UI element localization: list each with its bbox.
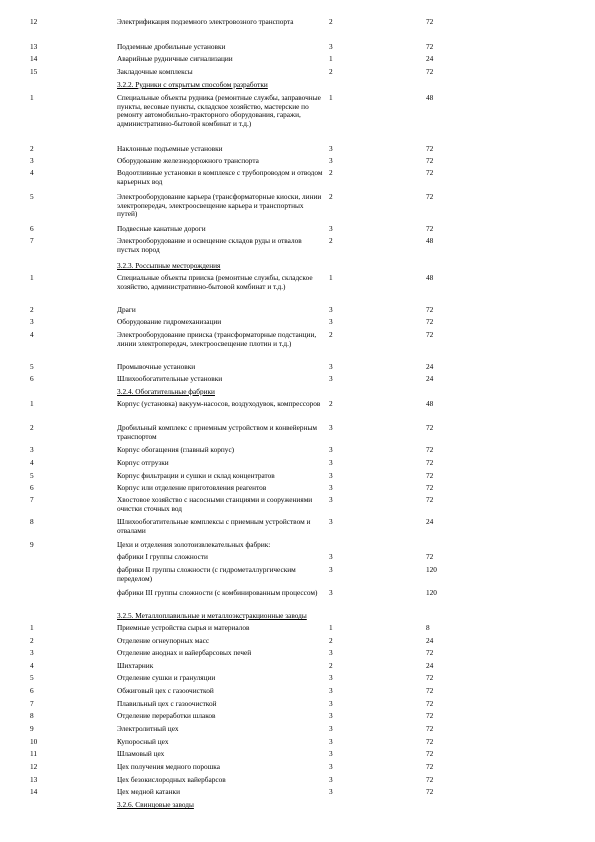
row-title: Отделение сушки и грануляции	[117, 673, 216, 682]
row-number: 9	[30, 540, 34, 549]
row-category: 3	[329, 686, 333, 695]
row-number: 4	[30, 661, 34, 670]
row-number: 6	[30, 224, 34, 233]
row-title: Электрификация подземного электровозного транспорта	[117, 17, 294, 26]
row-value: 72	[426, 495, 434, 504]
row-number: 4	[30, 168, 34, 177]
row-category: 3	[329, 445, 333, 454]
row-value: 72	[426, 749, 434, 758]
row-title: Отделение огнеупорных масс	[117, 636, 210, 645]
row-category: 3	[329, 458, 333, 467]
row-number: 12	[30, 762, 38, 771]
row-value: 48	[426, 399, 434, 408]
row-number: 6	[30, 686, 34, 695]
row-number: 8	[30, 711, 34, 720]
row-title: Аварийные рудничные сигнализации	[117, 54, 233, 63]
row-value: 72	[426, 483, 434, 492]
section-heading-text: 3.2.6. Свинцовые заводы	[117, 800, 194, 809]
row-title: Корпус (установка) вакуум-насосов, воздуходувок, компрессоров	[117, 399, 321, 408]
row-title: Корпус отгрузки	[117, 458, 169, 467]
row-value: 48	[426, 93, 434, 102]
row-value: 72	[426, 330, 434, 339]
row-title: Отделение аноднах и вайербарсовых печей	[117, 648, 252, 657]
row-number: 1	[30, 93, 34, 102]
row-category: 3	[329, 673, 333, 682]
row-value: 24	[426, 636, 434, 645]
section-heading	[117, 801, 194, 810]
row-value: 72	[426, 224, 434, 233]
row-value: 72	[426, 762, 434, 771]
row-value: 72	[426, 423, 434, 432]
row-title: Оборудование гидромеханизации	[117, 317, 222, 326]
row-number: 11	[30, 749, 38, 758]
row-number: 15	[30, 67, 38, 76]
row-value: 24	[426, 54, 434, 63]
row-title: Промывочные установки	[117, 362, 196, 371]
row-number: 2	[30, 144, 34, 153]
row-title: Электролитный цех	[117, 724, 179, 733]
row-number: 4	[30, 330, 34, 339]
row-value: 24	[426, 362, 434, 371]
row-value: 72	[426, 471, 434, 480]
row-category: 3	[329, 749, 333, 758]
section-heading-text: 3.2.5. Металлоплавильные и металлоэкстракционные заводы	[117, 611, 307, 620]
row-title: Специальные объекты рудника (ремонтные службы, заправочные пункты, весовые пункты, складское хозяйство, мастерские по ремонту автомобильно-тракторного оборудования, гаражи, административно-бытовой комбинат и т.д.)	[117, 93, 321, 128]
row-category: 3	[329, 588, 333, 597]
row-number: 12	[30, 17, 38, 26]
row-value: 48	[426, 273, 434, 282]
row-number: 3	[30, 317, 34, 326]
section-heading-text: 3.2.2. Рудники с открытым способом разработки	[117, 80, 268, 89]
row-category: 2	[329, 168, 333, 177]
row-number: 1	[30, 623, 34, 632]
row-title: Купоросный цех	[117, 737, 169, 746]
row-number: 6	[30, 483, 34, 492]
row-number: 4	[30, 458, 34, 467]
row-title: Цех получения медного порошка	[117, 762, 220, 771]
row-value: 120	[426, 588, 437, 597]
row-title: Корпус или отделение приготовления реагентов	[117, 483, 267, 492]
row-category: 2	[329, 236, 333, 245]
row-category: 3	[329, 737, 333, 746]
row-category: 2	[329, 67, 333, 76]
row-category: 3	[329, 317, 333, 326]
row-category: 3	[329, 517, 333, 526]
row-category: 2	[329, 636, 333, 645]
row-title: Драги	[117, 305, 136, 314]
row-number: 2	[30, 636, 34, 645]
row-category: 2	[329, 330, 333, 339]
row-value: 72	[426, 445, 434, 454]
row-number: 13	[30, 775, 38, 784]
row-value: 72	[426, 724, 434, 733]
row-value: 8	[426, 623, 430, 632]
row-category: 2	[329, 17, 333, 26]
row-category: 3	[329, 42, 333, 51]
row-value: 48	[426, 236, 434, 245]
section-heading	[117, 612, 307, 621]
row-number: 3	[30, 156, 34, 165]
section-heading	[117, 388, 215, 397]
row-value: 72	[426, 42, 434, 51]
row-number: 5	[30, 673, 34, 682]
row-title: Приемные устройства сырья и материалов	[117, 623, 250, 632]
row-title: Отделение переработки шлаков	[117, 711, 216, 720]
row-value: 72	[426, 711, 434, 720]
section-heading-text: 3.2.4. Обогатительные фабрики	[117, 387, 215, 396]
row-value: 72	[426, 317, 434, 326]
row-value: 72	[426, 458, 434, 467]
row-number: 7	[30, 236, 34, 245]
row-title: Шихтарник	[117, 661, 154, 670]
row-title: Водоотливные установки в комплексе с трубопроводом и отводом карьерных вод	[117, 168, 323, 186]
row-number: 14	[30, 787, 38, 796]
row-title: Наклонные подъемные установки	[117, 144, 223, 153]
row-title: Дробильный комплекс с приемным устройством и конвейерным транспортом	[117, 423, 317, 441]
row-value: 24	[426, 374, 434, 383]
row-title: Цех медной катанки	[117, 787, 180, 796]
row-title: Шлихообогатительные установки	[117, 374, 223, 383]
row-number: 5	[30, 471, 34, 480]
row-number: 13	[30, 42, 38, 51]
row-category: 3	[329, 699, 333, 708]
row-number: 3	[30, 648, 34, 657]
row-category: 2	[329, 192, 333, 201]
row-title: Корпус обогащения (главный корпус)	[117, 445, 235, 454]
row-title: фабрики III группы сложности (с комбинированным процессом)	[117, 588, 318, 597]
row-value: 72	[426, 699, 434, 708]
row-title: Электрооборудование карьера (трансформаторные киоски, линии электропередач, электроосвещение карьера и транспортных путей)	[117, 192, 322, 219]
row-category: 3	[329, 483, 333, 492]
row-title: Закладочные комплексы	[117, 67, 193, 76]
row-value: 72	[426, 737, 434, 746]
row-category: 3	[329, 495, 333, 504]
row-value: 72	[426, 144, 434, 153]
row-category: 3	[329, 724, 333, 733]
row-value: 24	[426, 661, 434, 670]
row-title: Подвесные канатные дороги	[117, 224, 206, 233]
row-title: Корпус фильтрации и сушки и склад концентратов	[117, 471, 275, 480]
row-category: 3	[329, 305, 333, 314]
row-number: 1	[30, 399, 34, 408]
row-number: 7	[30, 699, 34, 708]
row-value: 72	[426, 168, 434, 177]
row-value: 72	[426, 305, 434, 314]
row-number: 3	[30, 445, 34, 454]
row-title: фабрики I группы сложности	[117, 552, 208, 561]
row-category: 1	[329, 623, 333, 632]
row-category: 3	[329, 711, 333, 720]
row-value: 120	[426, 565, 437, 574]
row-number: 6	[30, 374, 34, 383]
row-title: Специальные объекты прииска (ремонтные службы, складское хозяйство, административно-бытовой комбинат и т.д.)	[117, 273, 313, 291]
row-number: 5	[30, 362, 34, 371]
row-title: Электрооборудование и освещение складов руды и отвалов пустых пород	[117, 236, 302, 254]
row-title: Плавильный цех с газоочисткой	[117, 699, 217, 708]
row-value: 72	[426, 673, 434, 682]
row-category: 1	[329, 273, 333, 282]
row-category: 3	[329, 648, 333, 657]
row-title: Обжиговый цех с газоочисткой	[117, 686, 214, 695]
row-title: Шламовый цех	[117, 749, 165, 758]
row-number: 5	[30, 192, 34, 201]
row-category: 3	[329, 471, 333, 480]
row-category: 3	[329, 423, 333, 432]
row-value: 72	[426, 156, 434, 165]
row-value: 72	[426, 17, 434, 26]
row-title: Цех безокислородных вайербарсов	[117, 775, 226, 784]
row-title: Шлихообогатительные комплексы с приемным устройством и отвалами	[117, 517, 311, 535]
row-value: 72	[426, 67, 434, 76]
row-category: 2	[329, 661, 333, 670]
row-value: 72	[426, 775, 434, 784]
row-value: 72	[426, 686, 434, 695]
row-category: 3	[329, 224, 333, 233]
row-category: 1	[329, 93, 333, 102]
row-number: 7	[30, 495, 34, 504]
row-title: фабрики II группы сложности (с гидрометаллургическим переделом)	[117, 565, 296, 583]
row-category: 3	[329, 374, 333, 383]
row-category: 2	[329, 399, 333, 408]
row-number: 2	[30, 305, 34, 314]
row-title: Хвостовое хозяйство с насосными станциями и сооружениями очистки сточных вод	[117, 495, 313, 513]
row-title: Подземные дробильные установки	[117, 42, 226, 51]
row-number: 10	[30, 737, 38, 746]
row-category: 3	[329, 787, 333, 796]
row-category: 3	[329, 775, 333, 784]
row-number: 9	[30, 724, 34, 733]
row-category: 3	[329, 362, 333, 371]
row-number: 14	[30, 54, 38, 63]
row-number: 8	[30, 517, 34, 526]
row-category: 3	[329, 156, 333, 165]
section-heading	[117, 262, 220, 271]
row-value: 72	[426, 648, 434, 657]
row-title: Электрооборудование прииска (трансформаторные подстанции, линии электропередач, электроосвещение плотин и т.д.)	[117, 330, 317, 348]
section-heading-text: 3.2.3. Россыпные месторождения	[117, 261, 221, 270]
row-number: 2	[30, 423, 34, 432]
row-category: 3	[329, 552, 333, 561]
row-category: 3	[329, 565, 333, 574]
row-title: Оборудование железнодорожного транспорта	[117, 156, 259, 165]
row-value: 72	[426, 192, 434, 201]
row-category: 3	[329, 762, 333, 771]
row-value: 72	[426, 552, 434, 561]
row-value: 72	[426, 787, 434, 796]
row-number: 1	[30, 273, 34, 282]
section-heading	[117, 81, 268, 90]
row-title: Цехи и отделения золотоизвлекательных фабрик:	[117, 540, 271, 549]
row-category: 3	[329, 144, 333, 153]
row-category: 1	[329, 54, 333, 63]
row-value: 24	[426, 517, 434, 526]
